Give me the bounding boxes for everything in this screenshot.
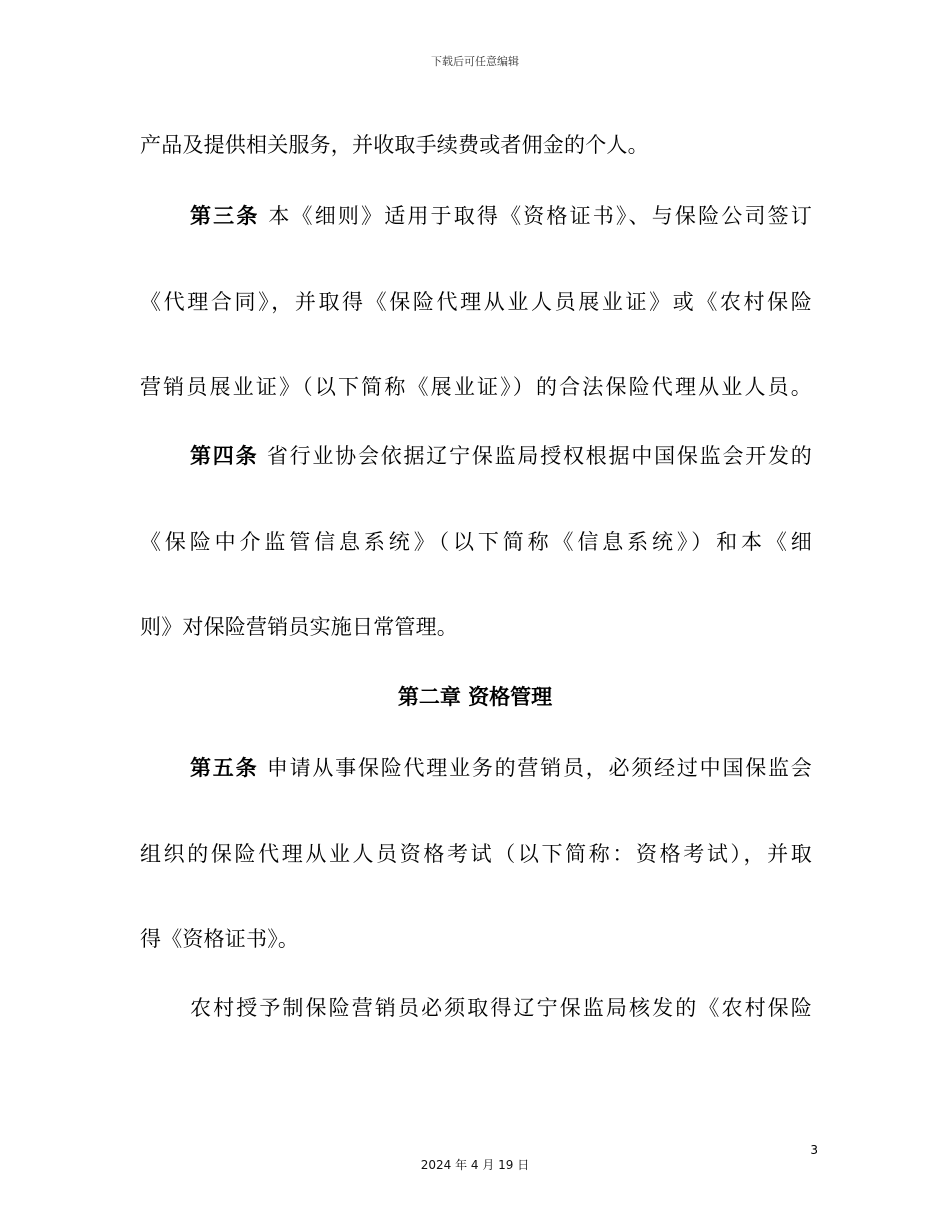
article-5-label: 第五条 [190, 756, 259, 780]
article-4-line-2: 《保险中介监管信息系统》（以下简称《信息系统》）和本《细 [140, 530, 812, 554]
article-4-label: 第四条 [190, 444, 259, 468]
article-3-label: 第三条 [190, 204, 260, 228]
article-3-text: 本《细则》适用于取得《资格证书》、与保险公司签订 [259, 204, 812, 228]
page-number: 3 [810, 1143, 818, 1157]
article-4-line-1 [190, 442, 812, 470]
article-5-line-3: 得《资格证书》。 [140, 927, 300, 951]
article-3-line-2: 《代理合同》，并取得《保险代理从业人员展业证》或《农村保险 [140, 290, 812, 314]
article-5-text: 申请从事保险代理业务的营销员，必须经过中国保监会 [258, 756, 812, 780]
article-5-line-2: 组织的保险代理从业人员资格考试（以下简称：资格考试），并取 [140, 842, 812, 866]
paragraph-line-1: 农村授予制保险营销员必须取得辽宁保监局核发的《农村保险 [190, 996, 812, 1020]
paragraph-continuation-line: 产品及提供相关服务，并收取手续费或者佣金的个人。 [140, 133, 649, 157]
article-3-line-1 [190, 202, 812, 230]
page-header: 下载后可任意编辑 [431, 55, 519, 68]
article-4-line-3: 则》对保险营销员实施日常管理。 [140, 615, 458, 639]
page-footer-date: 2024 年 4 月 19 日 [420, 1158, 530, 1172]
article-3-line-3: 营销员展业证》（以下简称《展业证》）的合法保险代理从业人员。 [140, 375, 812, 399]
article-4-text: 省行业协会依据辽宁保监局授权根据中国保监会开发的 [258, 444, 812, 468]
chapter-heading: 第二章 资格管理 [397, 685, 553, 709]
article-5-line-1 [190, 754, 812, 782]
